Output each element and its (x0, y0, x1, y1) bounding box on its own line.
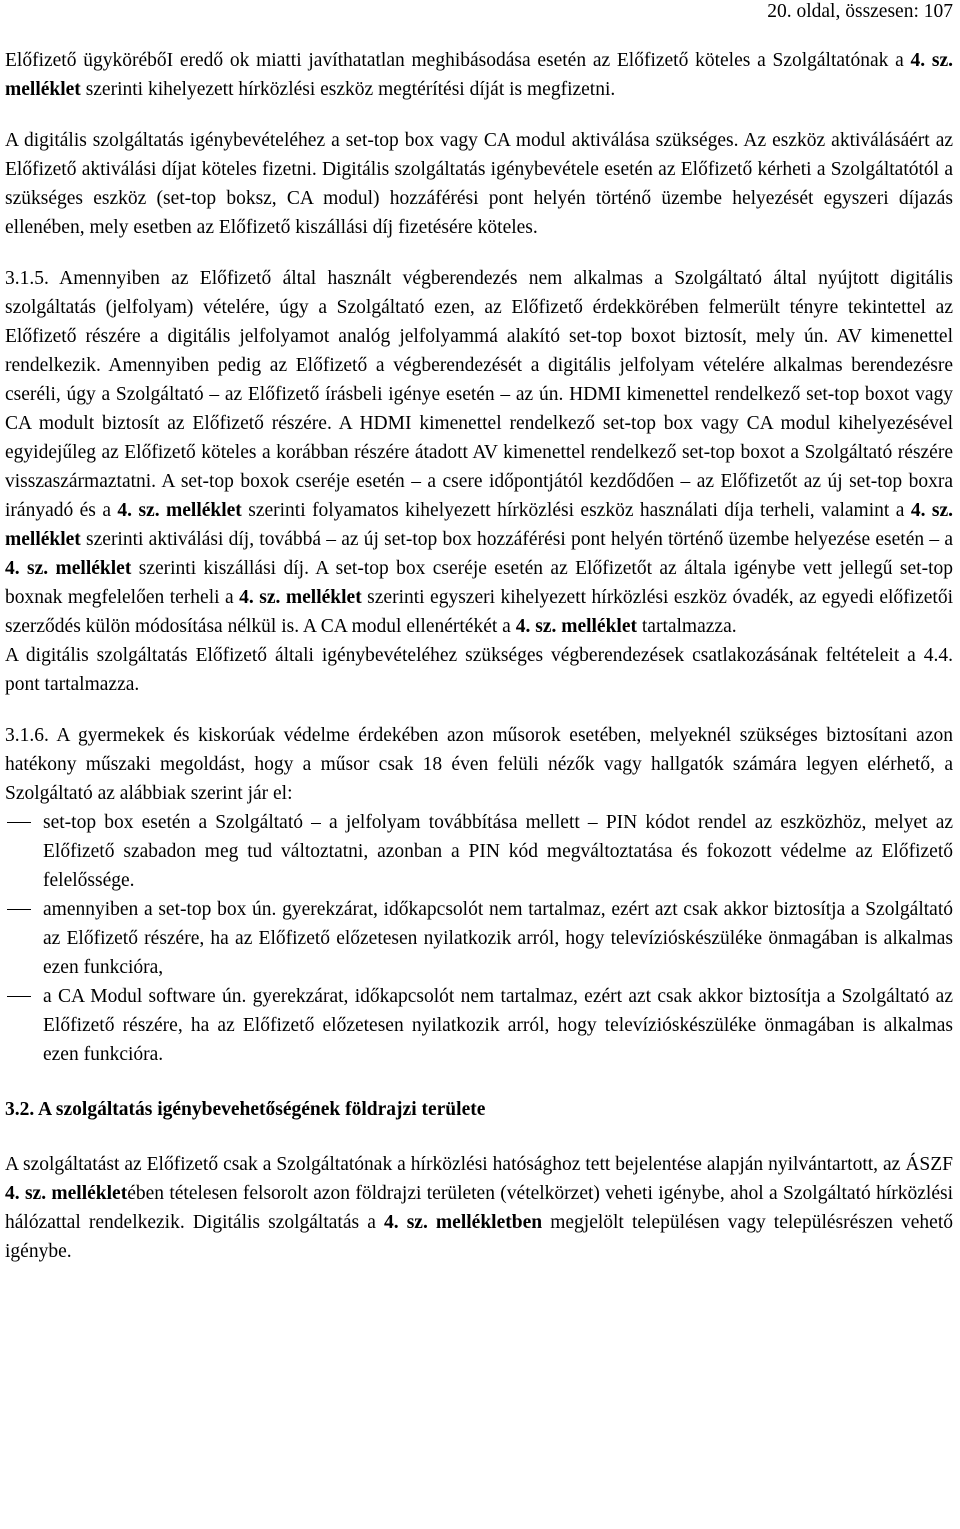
paragraph-damage-liability (5, 46, 953, 104)
list-item-text: amennyiben a set-top box ún. gyerekzárat, időkapcsolót nem tartalmaz, ezért azt csak akkor biztosítja a Szolgáltató az Előfizető részére, ha az Előfizető előzetesen nyilatkozik arról, hogy televízióskészüléke önmagában is alkalmas ezen funkcióra, (43, 899, 953, 978)
paragraph-geographic-area (5, 1150, 953, 1266)
annex-reference: 4. sz. melléklet (5, 558, 132, 579)
annex-reference: 4. sz. melléklet (515, 616, 637, 637)
paragraph-3-1-6: 3.1.6. A gyermekek és kiskorúak védelme érdekében azon műsorok esetében, melyeknél szükséges biztosítani azon hatékony műszaki megoldást, hogy a műsor csak 18 éven felüli nézők vagy hallgatók számára legyen elérhető, a Szolgáltató az alábbiak szerint jár el: (5, 725, 953, 804)
list-item (5, 982, 953, 1069)
annex-reference: 4. sz. melléklet (117, 500, 242, 521)
text-span: szerinti folyamatos kihelyezett hírközlési eszköz használati díja terheli, valamint a (241, 500, 911, 521)
annex-reference: 4. sz. mellékletben (383, 1212, 543, 1233)
paragraph-3-1-5 (5, 264, 953, 641)
paragraph-terminal-conditions: A digitális szolgáltatás Előfizető általi igénybevételéhez szükséges végberendezések csatlakozásának feltételeit a 4.4. pont tartalmazza. (5, 645, 953, 695)
list-item (5, 808, 953, 895)
text-span: Előfizető ügykörébőI eredő ok miatti javíthatatlan meghibásodása esetén az Előfizető köteles a Szolgáltatónak a (5, 50, 911, 71)
annex-reference: 4. sz. melléklet (5, 1183, 128, 1204)
list-item-text: set-top box esetén a Szolgáltató – a jelfolyam továbbítása mellett – PIN kódot rendel az eszközhöz, melyet az Előfizető szabadon meg tud változtatni, azonban a PIN kód megváltoztatása és fokozott védelme az Előfizető felelőssége. (43, 812, 953, 891)
page-number-header: 20. oldal, összesen: 107 (767, 1, 953, 22)
dash-bullet-icon (7, 996, 31, 997)
document-page (5, 0, 953, 1266)
list-item (5, 895, 953, 982)
text-span: A szolgáltatást az Előfizető csak a Szolgáltatónak a hírközlési hatósághoz tett bejelentése alapján nyilvántartott, az ÁSZF (5, 1154, 953, 1175)
text-span: 3.1.5. Amennyiben az Előfizető által használt végberendezés nem alkalmas a Szolgáltató által nyújtott digitális szolgáltatás (jelfolyam) vételére, úgy a Szolgáltató ezen, az Előfizető érdekkörében felmerült tényre tekintettel az Előfizető részére a digitális jelfolyamot analóg jelfolyammá alakító set-top boxot biztosít, mely ún. AV kimenettel rendelkezik. Amennyiben pedig az Előfizető a végberendezését a digitális jelfolyam vételére alkalmas berendezésre cseréli, úgy a Szolgáltató – az Előfizető írásbeli igénye esetén – az ún. HDMI kimenettel rendelkező set-top boxot vagy CA modult biztosít az Előfizető részére. A HDMI kimenettel rendelkező set-top box vagy CA modul kihelyezésével egyidejűleg az Előfizető köteles a korábban részére átadott AV kimenettel rendelkező set-top boxot a Szolgáltató részére visszaszármaztatni. A set-top boxok cseréje esetén – a csere időpontjától kezdődően – az Előfizetőt az új set-top boxra irányadó és a (5, 268, 953, 521)
text-span: szerinti aktiválási díj, továbbá – az új set-top box hozzáférési pont helyén történő üzembe helyezése esetén – a (80, 529, 953, 550)
paragraph-digital-activation: A digitális szolgáltatás igénybevételéhez a set-top box vagy CA modul aktiválása szükséges. Az eszköz aktiválásáért az Előfizető aktiválási díjat köteles fizetni. Digitális szolgáltatás igénybevétele esetén az Előfizető kérheti a Szolgáltatótól a szükséges eszköz (set-top boksz, CA modul) hozzáférési pont helyén történő üzembe helyezését egyszeri díjazás ellenében, mely esetben az Előfizető kiszállási díj fizetésére köteles. (5, 130, 953, 238)
text-span: megjelölt településen vagy településrészen vehető igénybe. (5, 1212, 954, 1262)
text-span: szerinti kiszállási díj. A set-top box cseréje esetén az Előfizetőt az általa igénybe vett jellegű set-top boxnak megfelelően terheli a (5, 558, 954, 608)
child-protection-list (5, 808, 953, 1069)
text-span: tartalmazza. (637, 616, 737, 637)
text-span: szerinti kihelyezett hírközlési eszköz megtérítési díját is megfizetni. (80, 79, 616, 100)
dash-bullet-icon (7, 822, 31, 823)
text-span: ében tételesen felsorolt azon földrajzi területen (vételkörzet) veheti igénybe, ahol a Szolgáltató hírközlési hálózattal rendelkezik. Digitális szolgáltatás a (5, 1183, 953, 1233)
section-heading-3-2: 3.2. A szolgáltatás igénybevehetőségének földrajzi területe (5, 1099, 486, 1120)
annex-reference: 4. sz. melléklet (5, 500, 953, 550)
list-item-text: a CA Modul software ún. gyerekzárat, időkapcsolót nem tartalmaz, ezért azt csak akkor biztosítja a Szolgáltató az Előfizető részére, ha az Előfizető előzetesen nyilatkozik arról, hogy televízióskészüléke önmagában is alkalmas ezen funkcióra. (43, 986, 953, 1065)
annex-reference: 4. sz. melléklet (5, 50, 953, 100)
text-span: szerinti egyszeri kihelyezett hírközlési eszköz óvadék, az egyedi előfizetői szerződés külön módosítása nélkül is. A CA modul ellenértékét a (5, 587, 953, 637)
dash-bullet-icon (7, 909, 31, 910)
annex-reference: 4. sz. melléklet (239, 587, 362, 608)
